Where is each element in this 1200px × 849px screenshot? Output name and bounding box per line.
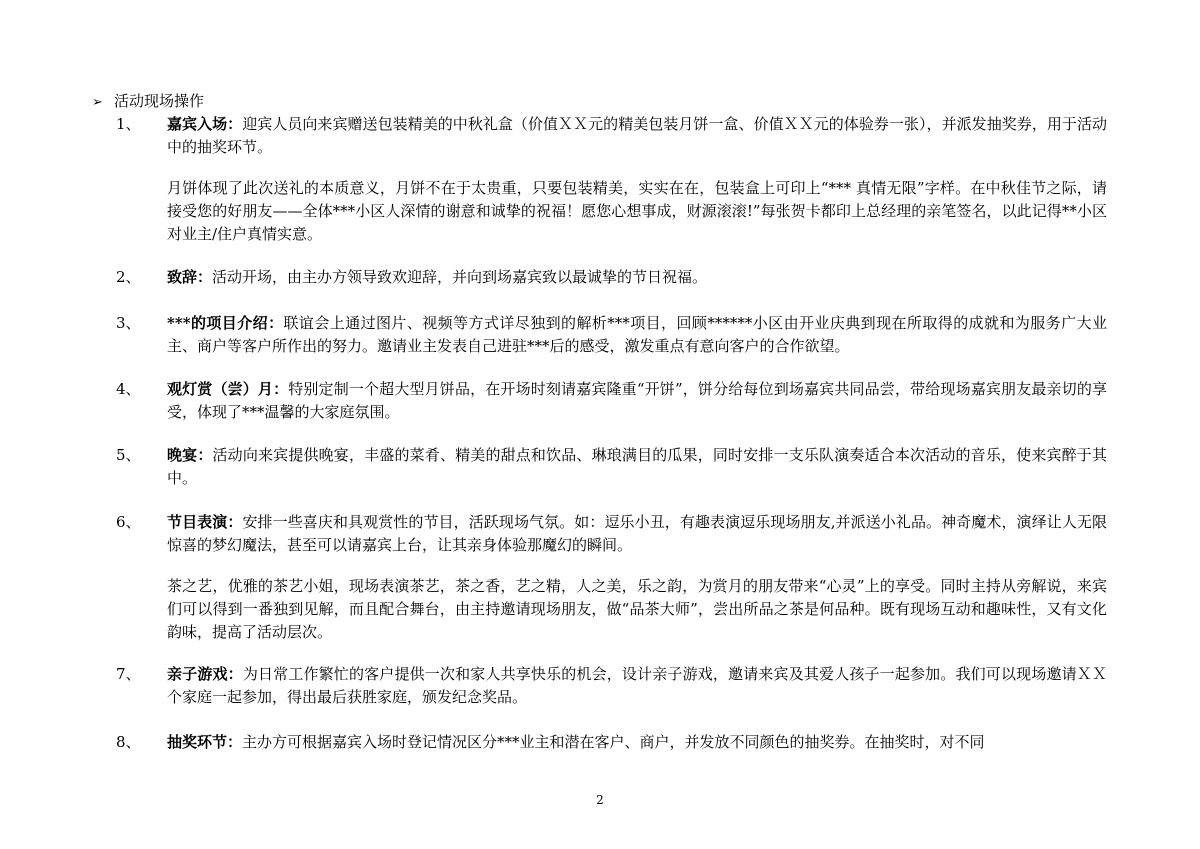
item-title: 嘉宾入场 bbox=[167, 115, 228, 133]
item-number: 8、 bbox=[116, 733, 141, 751]
item-title-separator: ： bbox=[227, 513, 243, 531]
item-text: 活动开场，由主办方领导致欢迎辞，并向到场嘉宾致以最诚挚的节日祝福。 bbox=[212, 268, 708, 286]
item-number: 4、 bbox=[116, 380, 141, 398]
item-number: 5、 bbox=[116, 446, 141, 464]
item-paragraph bbox=[167, 378, 1107, 424]
item-paragraph bbox=[167, 663, 1107, 709]
item-paragraph bbox=[167, 312, 1107, 358]
item-title: 亲子游戏 bbox=[167, 665, 228, 683]
arrow-bullet-icon: ➢ bbox=[92, 95, 103, 110]
item-text: 安排一些喜庆和具观赏性的节目，活跃现场气氛。如：逗乐小丑，有趣表演逗乐现场朋友,并派送小礼品。神奇魔术，演绎让人无限惊喜的梦幻魔法，甚至可以请嘉宾上台，让其亲身体验那魔幻的瞬间。 bbox=[167, 513, 1107, 554]
item-number: 3、 bbox=[116, 314, 141, 332]
item-paragraph bbox=[167, 731, 1107, 754]
item-text: 联谊会上通过图片、视频等方式详尽独到的解析***项目，回顾******小区由开业庆典到现在所取得的成就和为服务广大业主、商户等客户所作出的努力。邀请业主发表自己进驻***后的感受，激发重点有意向客户的合作欲望。 bbox=[167, 314, 1107, 355]
item-title: 节目表演 bbox=[167, 513, 228, 531]
item-number: 6、 bbox=[116, 513, 141, 531]
item-paragraph bbox=[167, 511, 1107, 557]
item-title-separator: ： bbox=[227, 665, 243, 683]
item-title-separator: ： bbox=[227, 733, 243, 751]
item-title: 晚宴 bbox=[167, 446, 198, 464]
item-title-separator: ： bbox=[273, 380, 289, 398]
section-title: 活动现场操作 bbox=[114, 92, 205, 110]
item-extra-paragraph: 月饼体现了此次送礼的本质意义，月饼不在于太贵重，只要包装精美，实实在在，包装盒上可印上“*** 真情无限”字样。在中秋佳节之际，请接受您的好朋友——全体***小区人深情的谢意和诚挚的祝福！愿您心想事成，财源滚滚!”每张贺卡都印上总经理的亲笔签名，以此记得**小区对业主/住户真情实意。 bbox=[167, 179, 1107, 243]
item-text: 特别定制一个超大型月饼品，在开场时刻请嘉宾隆重“开饼”，饼分给每位到场嘉宾共同品尝，带给现场嘉宾朋友最亲切的享受，体现了***温馨的大家庭氛围。 bbox=[167, 380, 1107, 421]
item-title-separator: ： bbox=[227, 115, 243, 133]
section-heading bbox=[92, 90, 204, 114]
item-title-separator: ： bbox=[268, 314, 284, 332]
item-title: 致辞 bbox=[167, 268, 198, 286]
item-paragraph bbox=[167, 113, 1107, 159]
item-text: 为日常工作繁忙的客户提供一次和家人共享快乐的机会，设计亲子游戏，邀请来宾及其爱人孩子一起参加。我们可以现场邀请ＸＸ个家庭一起参加，得出最后获胜家庭，颁发纪念奖品。 bbox=[167, 665, 1107, 706]
item-extra-paragraph: 茶之艺，优雅的茶艺小姐，现场表演茶艺，茶之香，艺之精，人之美，乐之韵，为赏月的朋友带来“心灵”上的享受。同时主持从旁解说，来宾们可以得到一番独到见解，而且配合舞台，由主持邀请现场朋友，做“品茶大师”，尝出所品之茶是何品种。既有现场互动和趣味性，又有文化韵味，提高了活动层次。 bbox=[167, 577, 1107, 641]
item-title-separator: ： bbox=[197, 268, 213, 286]
item-number: 2、 bbox=[116, 268, 141, 286]
item-text: 活动向来宾提供晚宴，丰盛的菜肴、精美的甜点和饮品、琳琅满目的瓜果，同时安排一支乐队演奏适合本次活动的音乐，使来宾醉于其中。 bbox=[167, 446, 1107, 487]
item-title-separator: ： bbox=[197, 446, 213, 464]
item-number: 7、 bbox=[116, 665, 141, 683]
page-number: 2 bbox=[596, 793, 604, 807]
item-title: 抽奖环节 bbox=[167, 733, 228, 751]
item-text: 主办方可根据嘉宾入场时登记情况区分***业主和潜在客户、商户，并发放不同颜色的抽奖券。在抽奖时，对不同 bbox=[242, 733, 985, 751]
item-title: 观灯赏（尝）月 bbox=[167, 380, 274, 398]
item-text: 迎宾人员向来宾赠送包装精美的中秋礼盒（价值ＸＸ元的精美包装月饼一盒、价值ＸＸ元的体验券一张），并派发抽奖券，用于活动中的抽奖环节。 bbox=[167, 115, 1107, 156]
item-paragraph bbox=[167, 444, 1107, 490]
item-number: 1、 bbox=[116, 115, 141, 133]
item-paragraph bbox=[167, 266, 1107, 289]
item-title: ***的项目介绍 bbox=[167, 314, 269, 332]
